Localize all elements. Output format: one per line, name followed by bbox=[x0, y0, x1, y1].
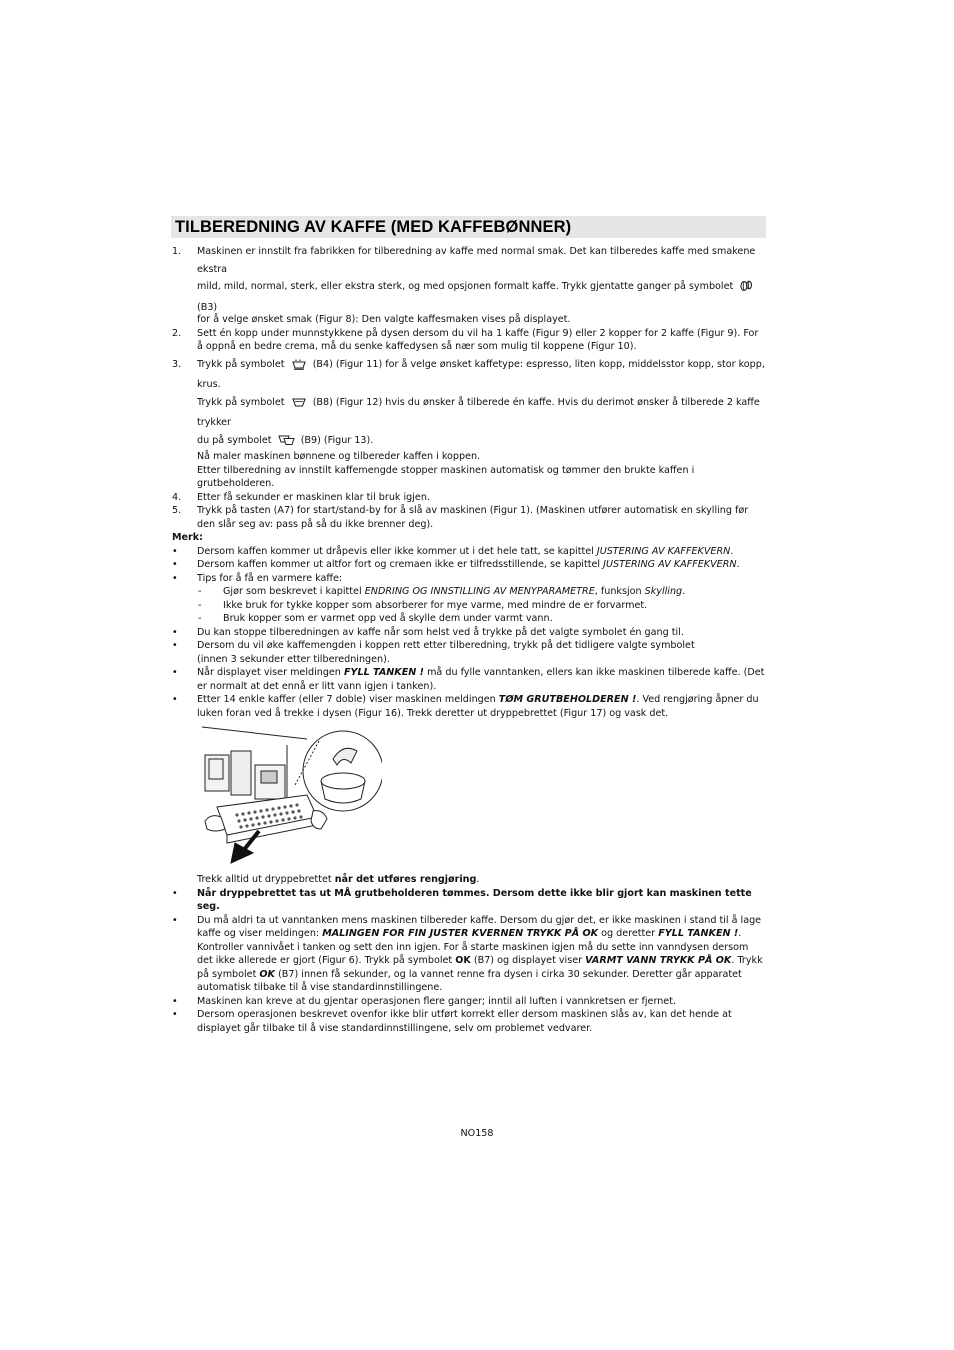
bullet: • bbox=[172, 694, 178, 705]
step-number: 5. bbox=[172, 505, 182, 516]
dash: - bbox=[198, 586, 202, 597]
bullet: • bbox=[172, 995, 178, 1007]
bullet: • bbox=[172, 1009, 178, 1020]
note-item: • Etter 14 enkle kaffer (eller 7 doble) viser maskinen meldingen TØM GRUTBEHOLDEREN !. Ved rengjøring åpner du luken foran ved å trekke i dysen (Figur 16). Trekk deretter ut dryppebrettet (Figur 17) og vask det. bbox=[172, 694, 759, 719]
one-cup-icon bbox=[291, 397, 307, 415]
step-number: 1. bbox=[172, 246, 182, 257]
step-2: 2. Sett én kopp under munnstykkene på dysen dersom du vil ha 1 kaffe (Figur 9) eller 2 kopper for 2 kaffe (Figur 9). For å oppnå en bedre crema, må du senke kaffedysen så nær som mulig til koppene (Figur 10). bbox=[172, 327, 759, 352]
document-body bbox=[172, 243, 766, 1035]
page-number: NO158 bbox=[460, 1128, 494, 1139]
bullet: • bbox=[172, 572, 178, 584]
note-item: • Dersom kaffen kommer ut dråpevis eller ikke kommer ut i det hele tatt, se kapittel JUSTERING AV KAFFEKVERN. bbox=[172, 545, 734, 557]
section-heading bbox=[171, 216, 766, 238]
dash: - bbox=[198, 599, 202, 611]
step-4: 4. Etter få sekunder er maskinen klar til bruk igjen. bbox=[172, 491, 430, 503]
bullet: • bbox=[172, 887, 178, 899]
sub-item: - Gjør som beskrevet i kapittel ENDRING OG INNSTILLING AV MENYPARAMETRE, funksjon Skylling. bbox=[198, 586, 686, 597]
sub-item: - Bruk kopper som er varmet opp ved å skylle dem under varmt vann. bbox=[198, 613, 553, 624]
note-item: • Når displayet viser meldingen FYLL TANKEN ! må du fylle vanntanken, ellers kan ikke maskinen tilberede kaffe. (Det er normalt at det ennå er litt vann igjen i tanken). bbox=[172, 667, 765, 692]
note-item: • Dersom kaffen kommer ut altfor fort og cremaen ikke er tilfredsstillende, se kapittel JUSTERING AV KAFFEKVERN. bbox=[172, 559, 740, 570]
note-item: • Tips for å få en varmere kaffe: bbox=[172, 572, 343, 584]
figure-caption: Trekk alltid ut dryppebrettet når det utføres rengjøring. bbox=[197, 874, 480, 885]
bullet: • bbox=[172, 545, 178, 557]
step-number: 4. bbox=[172, 491, 182, 503]
coffee-type-icon bbox=[291, 359, 307, 377]
sub-item: - Ikke bruk for tykke kopper som absorberer for mye varme, med mindre de er forvarmet. bbox=[198, 599, 648, 611]
step-5: 5. Trykk på tasten (A7) for start/stand-by for å slå av maskinen (Figur 1). (Maskinen utfører automatisk en skylling før den slår seg av: pass på så du ikke brenner deg). bbox=[172, 505, 749, 530]
drip-tray-illustration bbox=[197, 725, 382, 865]
bullet: • bbox=[172, 667, 178, 678]
note-item: • Dersom du vil øke kaffemengden i koppen rett etter tilberedning, trykk på det tidligere valgte symbolet (innen 3 sekunder etter tilberedningen). bbox=[172, 640, 695, 665]
bullet: • bbox=[172, 640, 178, 651]
page-title: TILBEREDNING AV KAFFE (MED KAFFEBØNNER) bbox=[175, 218, 572, 236]
coffee-bean-icon bbox=[739, 280, 753, 299]
bullet: • bbox=[172, 559, 178, 570]
step-number: 3. bbox=[172, 358, 182, 370]
note-item: • Maskinen kan kreve at du gjentar operasjonen flere ganger; inntil all luften i vannkretsen er fjernet. bbox=[172, 995, 677, 1007]
step-number: 2. bbox=[172, 327, 182, 339]
step-1-cont: for å velge ønsket smak (Figur 8): Den valgte kaffesmaken vises på displayet. bbox=[197, 314, 571, 325]
note-item: • Du kan stoppe tilberedningen av kaffe når som helst ved å trykke på det valgte symbolet én gang til. bbox=[172, 626, 684, 638]
note-item: • Når dryppebrettet tas ut MÅ grutbeholderen tømmes. Dersom dette ikke blir gjort kan maskinen tette seg. bbox=[172, 887, 752, 912]
note-item: • Dersom operasjonen beskrevet ovenfor ikke blir utført korrekt eller dersom maskinen slås av, kan det hende at displayet går tilbake til å vise standardinnstillingene, selv om problemet vedvarer. bbox=[172, 1009, 732, 1034]
merk-label: Merk: bbox=[172, 532, 204, 543]
step-3-cont: Nå maler maskinen bønnene og tilbereder kaffen i koppen. Etter tilberedning av innstilt kaffemengde stopper maskinen automatisk og tømmer den brukte kaffen i grutbeholderen. bbox=[197, 451, 695, 489]
note-item: • Du må aldri ta ut vanntanken mens maskinen tilbereder kaffe. Dersom du gjør det, er ikke maskinen i stand til å lage kaffe og viser meldingen: MALINGEN FOR FIN JUSTER KVERNEN TRYKK PÅ OK og deretter FYLL TANKEN !. Kontroller vannivået i tanken og sett den inn igjen. For å starte maskinen igjen må du sette inn vanndysen dersom det ikke allerede er gjort (Figur 6). Trykk på symbolet OK (B7) og displayet viser VARMT VANN TRYKK PÅ OK. Trykk på symbolet OK (B7) innen få sekunder, og la vannet renne fra dysen i cirka 30 sekunder. Deretter går apparatet automatisk tilbake til å vise standardinnstillingene. bbox=[172, 914, 763, 993]
bullet: • bbox=[172, 914, 178, 926]
step-3: 3. Trykk på symbolet (B4) (Figur 11) for å velge ønsket kaffetype: espresso, liten kopp, middelsstor kopp, stor kopp, krus. Trykk på symbolet (B8) (Figur 12) hvis du ønsker å tilberede én kaffe. Hvis du derimot ønsker å tilberede 2 kaffe trykker du på symbolet (B9) (Figur 13). bbox=[172, 356, 766, 453]
bullet: • bbox=[172, 626, 178, 638]
dash: - bbox=[198, 613, 202, 624]
step-1: 1. Maskinen er innstilt fra fabrikken for tilberedning av kaffe med normal smak. Det kan tilberedes kaffe med smakene ekstra mild, mild, normal, sterk, eller ekstra sterk, og med opsjonen formalt kaffe. Trykk gjentatte ganger på symbolet (B3) bbox=[172, 243, 766, 316]
